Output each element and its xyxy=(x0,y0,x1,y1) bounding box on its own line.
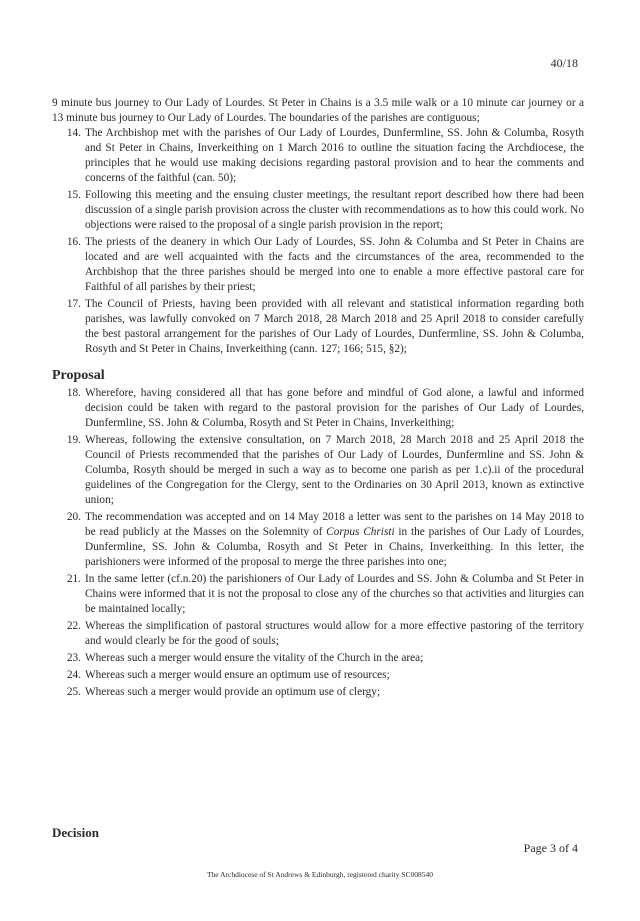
document-reference: 40/18 xyxy=(550,56,578,70)
item-text: Whereas such a merger would ensure an optimum use of resources; xyxy=(85,669,390,681)
item-number: 20. xyxy=(66,511,81,523)
item-text: The Archbishop met with the parishes of Our Lady of Lourdes, Dunfermline, SS. John & Columba, Rosyth and St Peter in Chains, Inverkeithing on 1 March 2016 to outline the situation facing the Archdiocese, the principles that he would use making decisions regarding pastoral provision and to hear the comments and concerns of the faithful (can. 50); xyxy=(85,127,584,184)
item-number: 16. xyxy=(66,236,81,248)
list-item xyxy=(52,685,584,700)
italic-term: Corpus Christi xyxy=(326,526,395,538)
item-number: 18. xyxy=(66,387,81,399)
item-text: Whereas such a merger would ensure the vitality of the Church in the area; xyxy=(85,652,424,664)
item-text: Wherefore, having considered all that has gone before and mindful of God alone, a lawful and informed decision could be taken with regard to the pastoral provision for the parishes of Our Lady of Lourdes, Dunfermline, SS. John & Columba, Rosyth and St Peter in Chains, Inverkeithing; xyxy=(85,387,584,429)
item-number: 25. xyxy=(66,686,81,698)
list-item xyxy=(52,510,584,570)
continued-paragraph: 9 minute bus journey to Our Lady of Lourdes. St Peter in Chains is a 3.5 mile walk or a 10 minute car journey or a 13 minute bus journey to Our Lady of Lourdes. The boundaries of the parishes are contiguous; xyxy=(52,97,584,124)
list-item xyxy=(52,297,584,357)
numbered-list-top xyxy=(52,126,584,357)
item-text: In the same letter (cf.n.20) the parishioners of Our Lady of Lourdes and SS. John & Columba and St Peter in Chains were informed that it is not the proposal to close any of the churches so that activities and liturgies can be maintained locally; xyxy=(85,573,584,615)
item-number: 15. xyxy=(66,189,81,201)
item-text: Following this meeting and the ensuing cluster meetings, the resultant report described how there had been discussion of a single parish provision across the cluster with recommendations as to how this could work. No objections were raised to the proposal of a single parish provision in the report; xyxy=(85,189,584,231)
item-number: 23. xyxy=(66,652,81,664)
item-text: The priests of the deanery in which Our Lady of Lourdes, SS. John & Columba and St Peter in Chains are located and are well acquainted with the facts and the circumstances of the area, recommended to the Archbishop that the three parishes should be merged into one to enable a more effective pastoral care for Faithful of all parishes by their priest; xyxy=(85,236,584,293)
list-item xyxy=(52,572,584,617)
list-item xyxy=(52,651,584,666)
item-number: 14. xyxy=(66,127,81,139)
proposal-list xyxy=(52,386,584,700)
item-text: The Council of Priests, having been provided with all relevant and statistical information regarding both parishes, was lawfully convoked on 7 March 2018, 28 March 2018 and 25 April 2018 to consider carefully the best pastoral arrangement for the parishes of Our Lady of Lourdes, Dunfermline, SS. John & Columba, Rosyth and St Peter in Chains, Inverkeithing (cann. 127; 166; 515, §2); xyxy=(85,298,584,355)
list-item xyxy=(52,126,584,186)
list-item xyxy=(52,188,584,233)
page-number: Page 3 of 4 xyxy=(523,841,578,855)
proposal-heading: Proposal xyxy=(52,368,105,383)
item-text: Whereas the simplification of pastoral structures would allow for a more effective pastoring of the territory and would clearly be for the good of souls; xyxy=(85,620,584,647)
footer-charity: The Archdiocese of St Andrews & Edinburgh, registered charity SC008540 xyxy=(206,870,434,879)
item-number: 24. xyxy=(66,669,81,681)
list-item xyxy=(52,386,584,431)
item-text-part: in the parishes of Our Lady of Lourdes, Dunfermline, SS. John & Columba, Rosyth and St Peter in Chains, Inverkeithing. In this letter, the parishioners were informed of the proposal to merge the three parishes into one; xyxy=(85,526,584,568)
item-text: Whereas such a merger would provide an optimum use of clergy; xyxy=(85,686,381,698)
item-number: 22. xyxy=(66,620,81,632)
item-number: 17. xyxy=(66,298,81,310)
item-text xyxy=(85,510,584,570)
item-text-part: The recommendation was accepted and on 14 May 2018 a letter was sent to the parishes on 14 May 2018 to be read publicly at the Masses on the Solemnity of xyxy=(85,511,584,538)
list-item xyxy=(52,235,584,295)
item-number: 21. xyxy=(66,573,81,585)
list-item xyxy=(52,433,584,508)
decision-heading: Decision xyxy=(52,825,99,840)
list-item xyxy=(52,668,584,683)
list-item xyxy=(52,619,584,649)
item-number: 19. xyxy=(66,434,81,446)
document-body xyxy=(52,96,584,702)
item-text: Whereas, following the extensive consultation, on 7 March 2018, 28 March 2018 and 25 April 2018 the Council of Priests recommended that the parishes of Our Lady of Lourdes, Dunfermline and SS. John & Columba, Rosyth should be merged in such a way as to become one parish as per 1.c).ii of the procedural guidelines of the Congregation for the Clergy, sent to the Ordinaries on 30 April 2013, known as extinctive union; xyxy=(85,434,584,506)
